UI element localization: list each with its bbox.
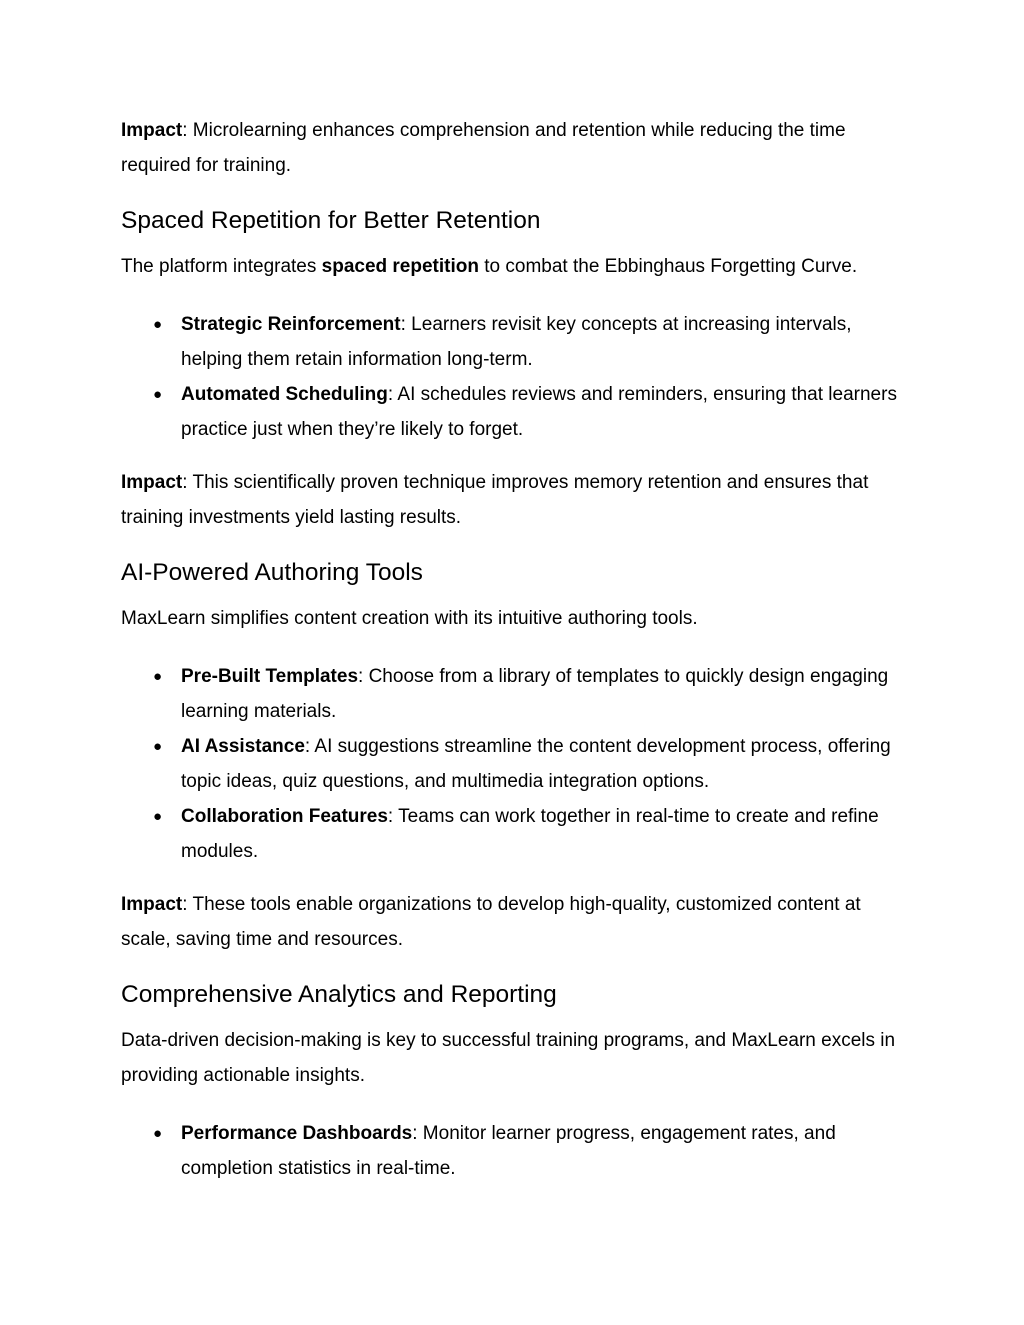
section-heading-authoring-tools: AI-Powered Authoring Tools [121,559,423,586]
intro-text: The platform integrates [121,256,322,277]
impact-label: Impact [121,894,183,915]
bullet-list-authoring-tools [121,659,911,869]
bullet-icon: ● [153,316,163,333]
impact-paragraph-spaced-repetition [121,465,911,535]
document-page [121,113,911,1186]
bullet-icon: ● [153,1125,163,1142]
bullet-list-analytics [121,1116,911,1186]
section-heading-analytics: Comprehensive Analytics and Reporting [121,981,557,1008]
list-item [121,1116,911,1186]
list-item-label: Automated Scheduling [181,384,388,405]
impact-text: : Microlearning enhances comprehension and retention while reducing the time required for training. [121,120,846,176]
list-item-text: : AI suggestions streamline the content development process, offering topic ideas, quiz questions, and multimedia integration options. [181,736,891,792]
impact-label: Impact [121,472,183,493]
section-intro-spaced-repetition [121,249,911,284]
list-item-label: Collaboration Features [181,806,388,827]
section-heading-spaced-repetition: Spaced Repetition for Better Retention [121,207,541,234]
list-item-label: Strategic Reinforcement [181,314,401,335]
list-item-label: Performance Dashboards [181,1123,413,1144]
list-item-text: : Choose from a library of templates to quickly design engaging learning materials. [181,666,889,722]
list-item-text: : Monitor learner progress, engagement rates, and completion statistics in real-time. [181,1123,836,1179]
bullet-list-spaced-repetition [121,307,911,447]
list-item [121,659,911,729]
impact-paragraph-microlearning [121,113,911,183]
bullet-icon: ● [153,738,163,755]
list-item [121,799,911,869]
bullet-icon: ● [153,808,163,825]
bullet-icon: ● [153,386,163,403]
list-item [121,307,911,377]
list-item [121,729,911,799]
list-item-label: AI Assistance [181,736,305,757]
list-item-text: : AI schedules reviews and reminders, ensuring that learners practice just when they’re likely to forget. [181,384,897,440]
list-item [121,377,911,447]
list-item-text: : Teams can work together in real-time to create and refine modules. [181,806,879,862]
section-intro-analytics: Data-driven decision-making is key to successful training programs, and MaxLearn excels in providing actionable insights. [121,1030,896,1086]
section-intro-authoring-tools: MaxLearn simplifies content creation with its intuitive authoring tools. [121,608,698,629]
list-item-text: : Learners revisit key concepts at increasing intervals, helping them retain information long-term. [181,314,852,370]
impact-text: : These tools enable organizations to develop high-quality, customized content at scale, saving time and resources. [121,894,861,950]
impact-text: : This scientifically proven technique improves memory retention and ensures that training investments yield lasting results. [121,472,869,528]
intro-text: to combat the Ebbinghaus Forgetting Curve. [478,256,858,277]
impact-label: Impact [121,120,183,141]
intro-bold-text: spaced repetition [321,256,479,277]
list-item-label: Pre-Built Templates [181,666,359,687]
impact-paragraph-authoring-tools [121,887,911,957]
bullet-icon: ● [153,668,163,685]
